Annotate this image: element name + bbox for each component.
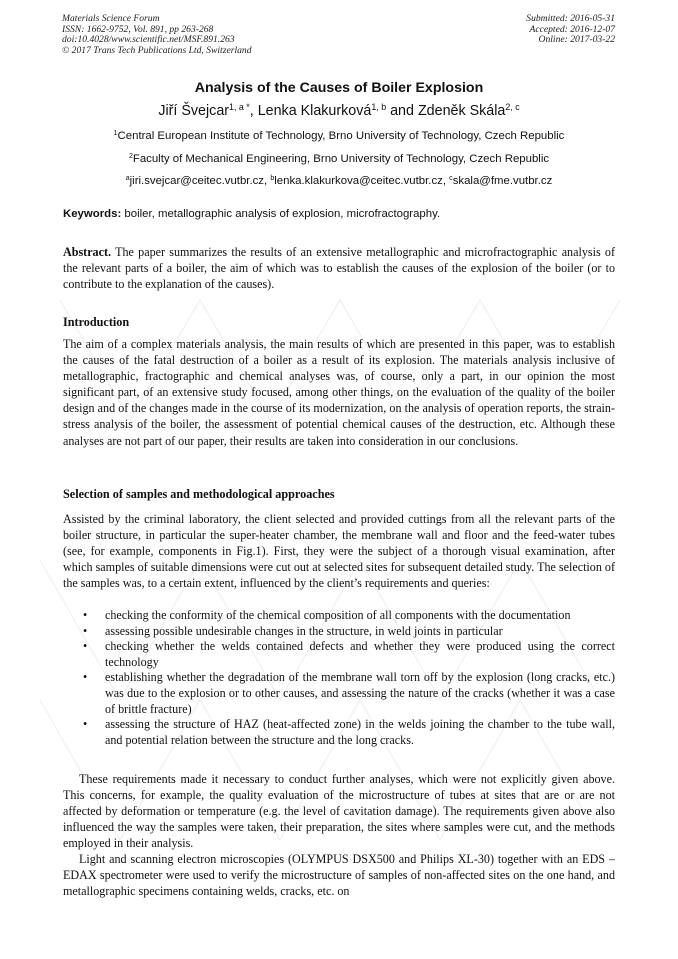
bullet-symbol: •: [83, 670, 88, 685]
author-superscript: 1, b: [371, 102, 387, 113]
list-item-text: checking whether the welds contained defects and whether they were produced using the correct technology: [105, 639, 615, 669]
list-item: [63, 624, 615, 640]
list-item-text: checking the conformity of the chemical composition of all components with the documentation: [105, 608, 571, 622]
list-item: [63, 670, 615, 717]
accepted-date: Accepted: 2016-12-07: [529, 23, 615, 35]
bullet-symbol: •: [83, 639, 88, 654]
list-item-text: establishing whether the degradation of the membrane wall torn off by the explosion (long cracks, etc.) was due to the explosion or to other causes, and assessing the nature of the cracks (whether it was a case of brittle fracture): [105, 670, 615, 716]
affiliation-text: Central European Institute of Technology, Brno University of Technology, Czech Republic: [117, 130, 565, 142]
introduction-paragraph: The aim of a complex materials analysis, the main results of which are presented in this paper, was to establish the causes of the fatal destruction of a boiler as a result of its explosion. The materials analysis inclusive of metallographic, fractographic and chemical analyses was, of course, only a part, in our opinion the most significant part, of an extensive study focused, among other things, on the evaluation of the quality of the boiler design and of the changes made in the course of its modernization, on the analysis of operation reports, the strain-stress analysis of the boiler, the assessment of potential chemical causes of the destruction, etc. Although these analyses are not part of our paper, their results are taken into consideration in our conclusions.: [63, 337, 615, 448]
selection-paragraph: Assisted by the criminal laboratory, the client selected and provided cuttings from all the relevant parts of the boiler structure, in particular the super-heater chamber, the membrane wall and floor and the feed-water tubes (see, for example, components in Fig.1). First, they were the subject of a thorough visual examination, after which samples of suitable dimensions were cut out at selected sites for subsequent detailed study. The selection of the samples was, to a certain extent, influenced by the client’s requirements and queries:: [63, 512, 615, 591]
journal-header: [62, 14, 252, 56]
email-address: lenka.klakurkova@ceitec.vutbr.cz,: [274, 175, 450, 187]
affiliation-number: 1: [113, 130, 118, 138]
requirements-paragraph: These requirements made it necessary to conduct further analyses, which were not explicitly given above. This concerns, for example, the quality evaluation of the microstructure of tubes at sites that are or are not affected by deformation or temperature (e.g. the level of cavitation damage). The requirements given above also influenced the way the samples were taken, their preparation, the sites where samples were cut, and the methods employed in their analysis.: [63, 772, 615, 851]
affiliation-number: 2: [128, 153, 133, 161]
list-item-text: assessing possible undesirable changes in the structure, in weld joints in particular: [105, 623, 503, 638]
bullet-symbol: •: [83, 608, 88, 622]
introduction-heading: Introduction: [63, 315, 130, 329]
author-separator: ,: [249, 103, 258, 119]
affiliation-text: Faculty of Mechanical Engineering, Brno University of Technology, Czech Republic: [132, 153, 550, 165]
author-superscript: 1, a *: [229, 102, 250, 113]
affiliation: [0, 130, 678, 142]
requirements-list: [63, 608, 615, 748]
author-separator: and: [386, 103, 418, 119]
selection-heading: Selection of samples and methodological approaches: [63, 487, 335, 501]
author-name: Lenka Klakurková: [257, 103, 372, 119]
list-item: [63, 608, 615, 624]
journal-doi: doi:10.4028/www.scientific.net/MSF.891.263: [62, 34, 235, 46]
microscopy-paragraph: Light and scanning electron microscopies (OLYMPUS DSX500 and Philips XL-30) together with an EDS –EDAX spectrometer were used to verify the microstructure of samples of non-affected sites on the one hand, and metallographic specimens containing welds, cracks, etc. on: [63, 852, 615, 899]
list-item: [63, 639, 615, 670]
author-superscript: 2, c: [505, 102, 520, 113]
keywords-text: boiler, metallographic analysis of explosion, microfractography.: [121, 208, 441, 220]
bullet-symbol: •: [83, 623, 88, 638]
online-date: Online: 2017-03-22: [538, 34, 615, 46]
email-address: skala@fme.vutbr.cz: [452, 175, 553, 187]
abstract-text: The paper summarizes the results of an extensive metallographic and microfractographic analysis of the relevant parts of a boiler, the aim of which was to establish the causes of the explosion of the boiler (or to contribute to the explanation of the causes).: [63, 245, 615, 292]
author-name: Jiří Švejcar: [158, 103, 230, 119]
abstract-label: Abstract.: [63, 245, 112, 259]
keywords: [63, 208, 615, 220]
journal-copyright: © 2017 Trans Tech Publications Ltd, Switzerland: [62, 44, 252, 56]
email-list: [0, 175, 678, 187]
email-address: jiri.svejcar@ceitec.vutbr.cz,: [129, 175, 271, 187]
email-letter: a: [125, 175, 130, 183]
author-name: Zdeněk Skála: [417, 103, 506, 119]
list-item-text: assessing the structure of HAZ (heat-affected zone) in the welds joining the chamber to the tube wall, and potential relation between the structure and the long cracks.: [105, 717, 615, 747]
affiliation: [0, 153, 678, 165]
dates-header: [526, 14, 615, 46]
journal-issn: ISSN: 1662-9752, Vol. 891, pp 263-268: [62, 23, 214, 35]
author-list: [0, 103, 678, 119]
keywords-label: Keywords:: [63, 208, 122, 220]
journal-name: Materials Science Forum: [62, 13, 160, 24]
submitted-date: Submitted: 2016-05-31: [526, 13, 615, 24]
list-item: [63, 717, 615, 748]
abstract: [63, 244, 615, 292]
email-letter: b: [270, 175, 275, 183]
paper-title: Analysis of the Causes of Boiler Explosion: [194, 80, 484, 96]
email-letter: c: [449, 175, 453, 183]
bullet-symbol: •: [83, 717, 88, 732]
